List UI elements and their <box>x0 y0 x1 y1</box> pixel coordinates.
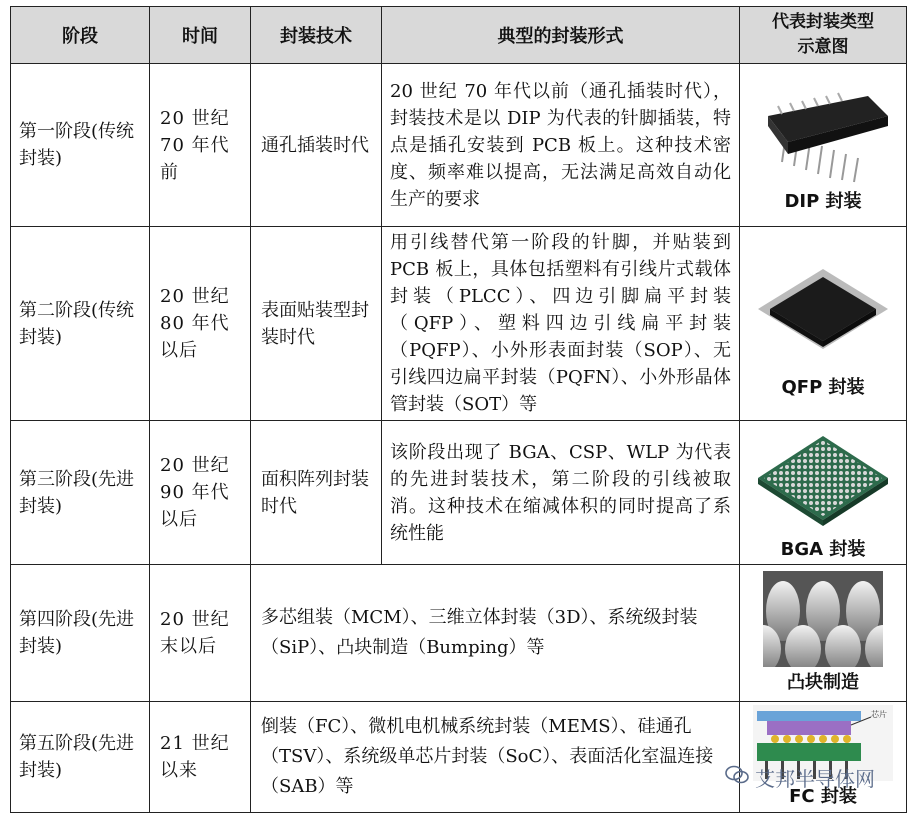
tech-cell: 通孔插装时代 <box>251 64 382 227</box>
header-image <box>740 7 907 64</box>
time-cell: 20 世纪 70 年代前 <box>150 64 251 227</box>
time-cell: 20 世纪末以后 <box>150 565 251 702</box>
bga-caption: BGA 封装 <box>780 539 866 560</box>
fc-caption: FC 封装 <box>789 785 857 807</box>
header-time: 时间 <box>150 7 251 64</box>
image-cell <box>740 227 907 421</box>
header-stage: 阶段 <box>11 7 150 64</box>
packaging-history-table <box>10 6 907 813</box>
dip-caption: DIP 封装 <box>784 190 862 212</box>
header-image-line1: 代表封装类型 <box>772 12 874 32</box>
table-row <box>11 421 907 565</box>
image-cell <box>740 64 907 227</box>
stage-cell: 第五阶段(先进封装) <box>11 702 150 813</box>
header-row <box>11 7 907 64</box>
forms-cell: 多芯组装（MCM）、三维立体封装（3D）、系统级封装（SiP）、凸块制造（Bumping）等 <box>251 565 740 702</box>
watermark <box>725 763 875 792</box>
bga-chip-image <box>748 422 898 534</box>
forms-cell: 倒装（FC）、微机电机械系统封装（MEMS）、硅通孔（TSV）、系统级单芯片封装（SoC）、表面活化室温连接（SAB）等 <box>251 702 740 813</box>
wechat-icon <box>725 765 749 790</box>
header-forms: 典型的封装形式 <box>382 7 740 64</box>
table-row <box>11 565 907 702</box>
time-cell: 20 世纪 80 年代以后 <box>150 227 251 421</box>
qfp-chip-image <box>748 247 898 372</box>
image-cell <box>740 702 907 813</box>
stage-cell: 第四阶段(先进封装) <box>11 565 150 702</box>
image-cell <box>740 565 907 702</box>
stage-cell: 第一阶段(传统封装) <box>11 64 150 227</box>
bumping-caption: 凸块制造 <box>787 671 859 693</box>
dip-chip-image <box>748 76 898 186</box>
tech-cell: 表面贴装型封装时代 <box>251 227 382 421</box>
forms-cell: 用引线替代第一阶段的针脚，并贴装到 PCB 板上，具体包括塑料有引线片式载体封装（PLCC）、四边引脚扁平封装（QFP）、塑料四边引线扁平封装（PQFP）、小外形表面封装（SOP）、无引线四边扁平封装（PQFN）、小外形晶体管封装（SOT）等 <box>382 227 740 421</box>
watermark-text: 艾邦半导体网 <box>755 767 875 791</box>
qfp-caption: QFP 封装 <box>781 376 865 398</box>
stage-cell: 第三阶段(先进封装) <box>11 421 150 565</box>
header-image-line2: 示意图 <box>797 37 849 57</box>
forms-cell: 该阶段出现了 BGA、CSP、WLP 为代表的先进封装技术，第二阶段的引线被取消。这种技术在缩减体积的同时提高了系统性能 <box>382 421 740 565</box>
table-row <box>11 702 907 813</box>
table-row <box>11 64 907 227</box>
header-tech: 封装技术 <box>251 7 382 64</box>
fc-label: 芯片 <box>871 709 887 719</box>
image-cell <box>740 421 907 565</box>
bumping-image <box>763 571 883 667</box>
tech-cell: 面积阵列封装时代 <box>251 421 382 565</box>
time-cell: 20 世纪 90 年代以后 <box>150 421 251 565</box>
stage-cell: 第二阶段(传统封装) <box>11 227 150 421</box>
forms-cell: 20 世纪 70 年代以前（通孔插装时代），封装技术是以 DIP 为代表的针脚插装，特点是插孔安装到 PCB 板上。这种技术密度、频率难以提高，无法满足高效自动化生产的要求 <box>382 64 740 227</box>
table-row <box>11 227 907 421</box>
time-cell: 21 世纪以来 <box>150 702 251 813</box>
